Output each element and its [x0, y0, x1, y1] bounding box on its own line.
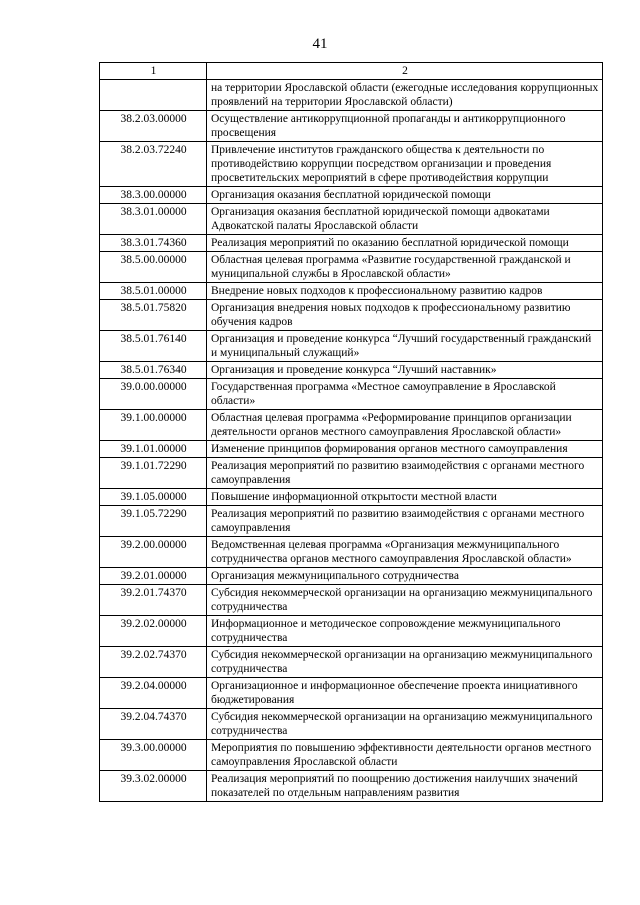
table-row	[100, 458, 603, 489]
table-row	[100, 283, 603, 300]
table-row	[100, 410, 603, 441]
code-cell: 38.5.01.00000	[100, 283, 207, 300]
code-cell: 38.5.01.76140	[100, 331, 207, 362]
description-cell: Информационное и методическое сопровождение межмуниципального сотрудничества	[207, 616, 603, 647]
code-cell: 39.1.01.00000	[100, 441, 207, 458]
table-row	[100, 142, 603, 187]
table-row	[100, 441, 603, 458]
code-cell: 39.3.02.00000	[100, 771, 207, 802]
description-cell: Организационное и информационное обеспечение проекта инициативного бюджетирования	[207, 678, 603, 709]
code-cell: 39.1.01.72290	[100, 458, 207, 489]
description-cell: Организация оказания бесплатной юридической помощи	[207, 187, 603, 204]
page-number: 41	[312, 36, 328, 52]
table-row	[100, 616, 603, 647]
code-cell: 39.1.00.00000	[100, 410, 207, 441]
table-row	[100, 187, 603, 204]
table-row	[100, 771, 603, 802]
code-cell: 38.5.01.75820	[100, 300, 207, 331]
description-cell: Реализация мероприятий по поощрению достижения наилучших значений показателей по отдельным направлениям развития	[207, 771, 603, 802]
table-row	[100, 252, 603, 283]
description-cell: Субсидия некоммерческой организации на организацию межмуниципального сотрудничества	[207, 709, 603, 740]
code-cell: 39.2.04.00000	[100, 678, 207, 709]
description-cell: Реализация мероприятий по развитию взаимодействия с органами местного самоуправления	[207, 506, 603, 537]
code-cell: 39.2.02.00000	[100, 616, 207, 647]
code-cell: 39.2.01.00000	[100, 568, 207, 585]
table-row	[100, 709, 603, 740]
code-cell: 39.1.05.72290	[100, 506, 207, 537]
table-row	[100, 647, 603, 678]
table-row	[100, 80, 603, 111]
table-row	[100, 489, 603, 506]
code-cell: 39.2.04.74370	[100, 709, 207, 740]
description-cell: Организация и проведение конкурса “Лучший государственный гражданский и муниципальный служащий»	[207, 331, 603, 362]
code-cell: 39.2.01.74370	[100, 585, 207, 616]
code-cell: 38.2.03.00000	[100, 111, 207, 142]
description-cell: Привлечение институтов гражданского общества к деятельности по противодействию коррупции посредством организации и проведения просветительских мероприятий в сфере противодействия коррупции	[207, 142, 603, 187]
description-cell: Реализация мероприятий по оказанию бесплатной юридической помощи	[207, 235, 603, 252]
description-cell: Мероприятия по повышению эффективности деятельности органов местного самоуправления Ярославской области	[207, 740, 603, 771]
description-cell: Реализация мероприятий по развитию взаимодействия с органами местного самоуправления	[207, 458, 603, 489]
budget-classification-table	[99, 62, 603, 802]
description-cell: Областная целевая программа «Реформирование принципов организации деятельности органов местного самоуправления Ярославской области»	[207, 410, 603, 441]
code-cell: 39.2.02.74370	[100, 647, 207, 678]
table-row	[100, 537, 603, 568]
code-cell: 39.0.00.00000	[100, 379, 207, 410]
description-cell: Изменение принципов формирования органов местного самоуправления	[207, 441, 603, 458]
table-row	[100, 506, 603, 537]
table-row	[100, 235, 603, 252]
table-row	[100, 111, 603, 142]
description-cell: Внедрение новых подходов к профессиональному развитию кадров	[207, 283, 603, 300]
description-cell: Организация внедрения новых подходов к профессиональному развитию обучения кадров	[207, 300, 603, 331]
code-cell	[100, 80, 207, 111]
description-cell: Областная целевая программа «Развитие государственной гражданской и муниципальной службы в Ярославской области»	[207, 252, 603, 283]
code-cell: 38.3.00.00000	[100, 187, 207, 204]
description-cell: Ведомственная целевая программа «Организация межмуниципального сотрудничества органов местного самоуправления Ярославской области»	[207, 537, 603, 568]
description-cell: Организация и проведение конкурса “Лучший наставник»	[207, 362, 603, 379]
description-cell: Организация оказания бесплатной юридической помощи адвокатами Адвокатской палаты Ярославской области	[207, 204, 603, 235]
description-cell: на территории Ярославской области (ежегодные исследования коррупционных проявлений на территории Ярославской области)	[207, 80, 603, 111]
description-cell: Субсидия некоммерческой организации на организацию межмуниципального сотрудничества	[207, 585, 603, 616]
table-row	[100, 678, 603, 709]
description-cell: Осуществление антикоррупционной пропаганды и антикоррупционного просвещения	[207, 111, 603, 142]
description-cell: Организация межмуниципального сотрудничества	[207, 568, 603, 585]
description-cell: Субсидия некоммерческой организации на организацию межмуниципального сотрудничества	[207, 647, 603, 678]
column-header-1: 1	[100, 63, 207, 80]
description-cell: Повышение информационной открытости местной власти	[207, 489, 603, 506]
code-cell: 39.3.00.00000	[100, 740, 207, 771]
table-header-row	[100, 63, 603, 80]
description-cell: Государственная программа «Местное самоуправление в Ярославской области»	[207, 379, 603, 410]
code-cell: 38.3.01.00000	[100, 204, 207, 235]
table-row	[100, 362, 603, 379]
code-cell: 38.5.00.00000	[100, 252, 207, 283]
code-cell: 38.2.03.72240	[100, 142, 207, 187]
table-row	[100, 379, 603, 410]
column-header-2: 2	[207, 63, 603, 80]
table-row	[100, 331, 603, 362]
table-row	[100, 204, 603, 235]
table-row	[100, 300, 603, 331]
table-row	[100, 740, 603, 771]
table-row	[100, 585, 603, 616]
code-cell: 38.3.01.74360	[100, 235, 207, 252]
code-cell: 39.2.00.00000	[100, 537, 207, 568]
code-cell: 38.5.01.76340	[100, 362, 207, 379]
code-cell: 39.1.05.00000	[100, 489, 207, 506]
table-row	[100, 568, 603, 585]
